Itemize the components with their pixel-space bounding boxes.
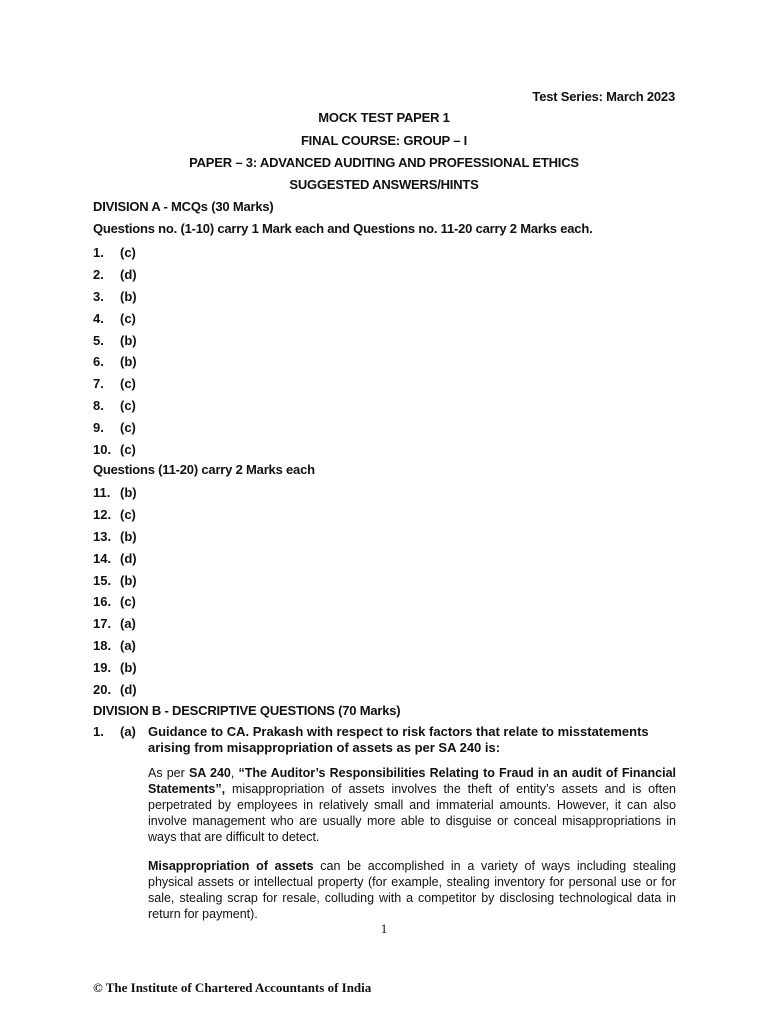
answer-list-1-10 xyxy=(93,242,137,461)
question-1-answer xyxy=(93,724,676,934)
answer-number: 15. xyxy=(93,572,112,588)
para-text: can be accomplished in a variety of ways including stealing physical assets or intellectual property (for example, stealing inventory for personal use or for sale, stealing scrap for resale, colluding with a competitor by disclosing technological data in return for payment). xyxy=(148,858,676,921)
division-b-heading: DIVISION B - DESCRIPTIVE QUESTIONS (70 Marks) xyxy=(93,703,401,718)
question-1-heading xyxy=(93,724,676,756)
answer-number: 4. xyxy=(93,310,104,326)
answer-item xyxy=(93,439,137,461)
copyright-footer: © The Institute of Chartered Accountants of India xyxy=(93,980,372,995)
answers-title: SUGGESTED ANSWERS/HINTS xyxy=(289,177,479,192)
answer-item xyxy=(93,657,137,679)
answer-option: (b) xyxy=(120,288,137,304)
answer-number: 3. xyxy=(93,288,104,304)
answer-item xyxy=(93,373,137,395)
answer-number: 1. xyxy=(93,245,104,260)
answer-option: (c) xyxy=(120,594,136,610)
answer-number: 5. xyxy=(93,332,104,348)
answer-number: 2. xyxy=(93,266,104,282)
answer-number: 16. xyxy=(93,594,112,610)
answer-item xyxy=(93,482,137,504)
answer-number: 10. xyxy=(93,442,112,458)
answer-option: (c) xyxy=(120,398,136,414)
answer-number: 13. xyxy=(93,528,112,544)
answer-number: 6. xyxy=(93,354,104,370)
answer-item xyxy=(93,570,137,592)
answer-option: (b) xyxy=(120,354,137,370)
answer-item xyxy=(93,395,137,417)
marks-note: Questions no. (1-10) carry 1 Mark each and Questions no. 11-20 carry 2 Marks each. xyxy=(93,221,593,236)
answer-option: (d) xyxy=(120,266,137,282)
answer-number: 18. xyxy=(93,638,112,654)
answer-number: 12. xyxy=(93,506,112,522)
answer-number: 19. xyxy=(93,660,112,676)
answer-item xyxy=(93,351,137,373)
answer-number: 8. xyxy=(93,398,104,414)
answer-item xyxy=(93,635,137,657)
answer-option: (b) xyxy=(120,485,137,500)
answer-number: 9. xyxy=(93,420,104,436)
answer-option: (b) xyxy=(120,660,137,676)
marks-note-2: Questions (11-20) carry 2 Marks each xyxy=(93,462,315,477)
para-text: misappropriation of assets involves the theft of entity’s assets and is often perpetrated by employees in relatively small and immaterial amounts. However, it can also involve management who are usually more able to disguise or conceal misappropriations in ways that are difficult to detect. xyxy=(148,782,676,844)
answer-option: (b) xyxy=(120,332,137,348)
page-number: 1 xyxy=(380,921,388,936)
question-title: Guidance to CA. Prakash with respect to risk factors that relate to misstatements arising from misappropriation of assets as per SA 240 is: xyxy=(148,724,649,755)
para-bold: “The Auditor’s Responsibilities Relating to Fraud in an audit of Financial Statements”, xyxy=(148,766,676,796)
answer-option: (d) xyxy=(120,550,137,566)
course-title: FINAL COURSE: GROUP – I xyxy=(300,133,468,148)
para-bold: Misappropriation of assets xyxy=(148,858,314,873)
answer-number: 7. xyxy=(93,376,104,392)
answer-item xyxy=(93,417,137,439)
question-number: 1. xyxy=(93,724,104,739)
answer-list-11-20 xyxy=(93,482,137,701)
answer-option: (c) xyxy=(120,310,136,326)
paper-subject-title: PAPER – 3: ADVANCED AUDITING AND PROFESSIONAL ETHICS xyxy=(189,155,579,170)
answer-item xyxy=(93,330,137,352)
answer-item xyxy=(93,526,137,548)
answer-option: (c) xyxy=(120,376,136,392)
answer-item xyxy=(93,308,137,330)
answer-item xyxy=(93,504,137,526)
answer-item xyxy=(93,286,137,308)
para-text: , xyxy=(230,766,239,780)
answer-number: 11. xyxy=(93,485,111,500)
answer-number: 14. xyxy=(93,550,112,566)
answer-item xyxy=(93,264,137,286)
answer-option: (c) xyxy=(120,506,136,522)
para-text: As per xyxy=(148,766,189,780)
answer-option: (c) xyxy=(120,442,136,458)
answer-option: (b) xyxy=(120,572,137,588)
answer-option: (b) xyxy=(120,528,137,544)
paragraph-sa240 xyxy=(148,765,676,845)
answer-option: (a) xyxy=(120,616,136,632)
answer-option: (d) xyxy=(120,682,137,698)
paper-title: MOCK TEST PAPER 1 xyxy=(318,110,450,125)
test-series-label: Test Series: March 2023 xyxy=(532,89,675,104)
answer-number: 17. xyxy=(93,616,112,632)
answer-option: (c) xyxy=(120,420,136,436)
answer-option: (a) xyxy=(120,638,136,654)
question-part: (a) xyxy=(120,724,136,739)
answer-item xyxy=(93,591,137,613)
division-a-heading: DIVISION A - MCQs (30 Marks) xyxy=(93,199,274,214)
answer-item xyxy=(93,613,137,635)
paragraph-misappropriation xyxy=(148,858,676,922)
para-bold: SA 240 xyxy=(188,766,231,780)
answer-item xyxy=(93,548,137,570)
answer-option: (c) xyxy=(120,245,136,260)
answer-item xyxy=(93,679,137,701)
answer-item xyxy=(93,242,137,264)
answer-number: 20. xyxy=(93,682,112,698)
